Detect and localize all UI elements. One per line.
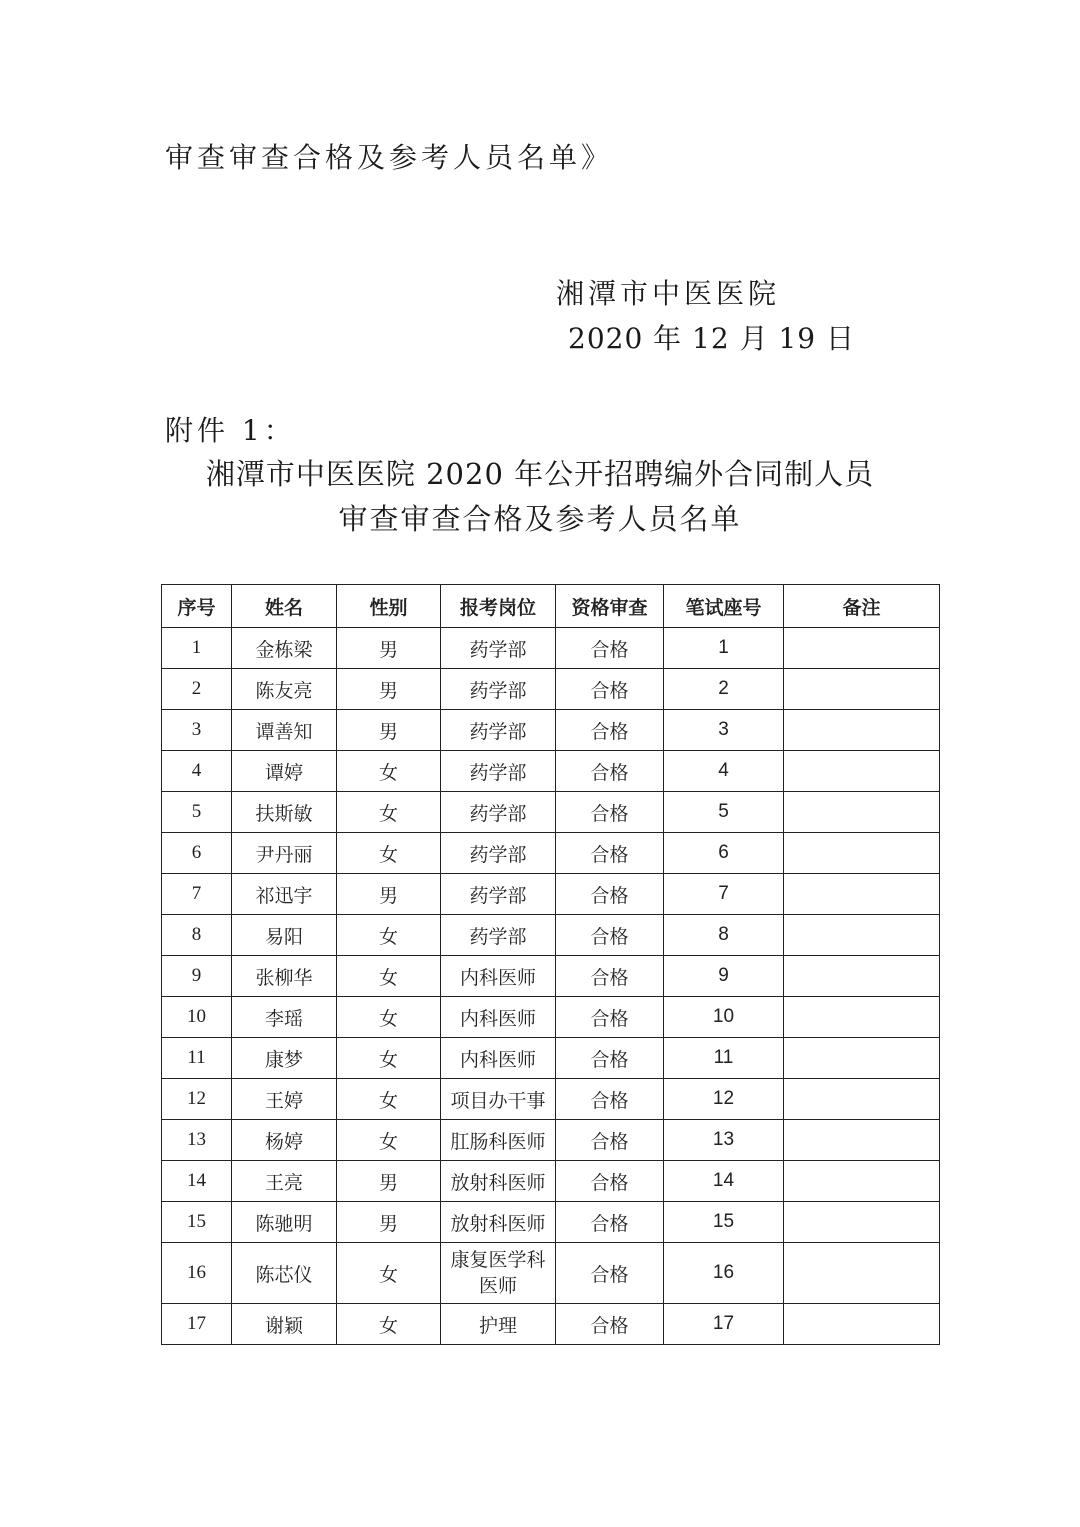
table-row xyxy=(162,915,940,956)
row-index: 5 xyxy=(162,792,232,833)
row-gender: 女 xyxy=(337,751,441,792)
row-name: 谭善知 xyxy=(232,710,337,751)
row-seat: 7 xyxy=(664,874,784,915)
row-review: 合格 xyxy=(556,915,664,956)
row-name: 谢颖 xyxy=(232,1304,337,1345)
row-gender: 男 xyxy=(337,710,441,751)
row-name: 陈驰明 xyxy=(232,1202,337,1243)
row-gender: 女 xyxy=(337,1038,441,1079)
attachment-title-line1: 湘潭市中医医院 2020 年公开招聘编外合同制人员 xyxy=(205,457,875,491)
row-name: 易阳 xyxy=(232,915,337,956)
table-row xyxy=(162,710,940,751)
header-position: 报考岗位 xyxy=(441,585,556,628)
row-note xyxy=(784,915,940,956)
row-seat: 3 xyxy=(664,710,784,751)
row-position: 药学部 xyxy=(441,628,556,669)
table-row xyxy=(162,1038,940,1079)
row-note xyxy=(784,710,940,751)
row-gender: 女 xyxy=(337,1079,441,1120)
row-index: 11 xyxy=(162,1038,232,1079)
header-index: 序号 xyxy=(162,585,232,628)
row-gender: 女 xyxy=(337,997,441,1038)
row-index: 15 xyxy=(162,1202,232,1243)
row-gender: 男 xyxy=(337,628,441,669)
row-note xyxy=(784,997,940,1038)
row-review: 合格 xyxy=(556,669,664,710)
candidate-table xyxy=(161,584,940,1345)
table-row xyxy=(162,628,940,669)
row-review: 合格 xyxy=(556,956,664,997)
table-row xyxy=(162,669,940,710)
row-index: 10 xyxy=(162,997,232,1038)
row-gender: 男 xyxy=(337,669,441,710)
row-seat: 5 xyxy=(664,792,784,833)
row-position: 康复医学科医师 xyxy=(441,1243,556,1304)
row-review: 合格 xyxy=(556,833,664,874)
row-seat: 17 xyxy=(664,1304,784,1345)
table-row xyxy=(162,1079,940,1120)
table-row xyxy=(162,1120,940,1161)
row-gender: 女 xyxy=(337,792,441,833)
row-index: 14 xyxy=(162,1161,232,1202)
row-note xyxy=(784,1243,940,1304)
row-note xyxy=(784,833,940,874)
row-gender: 女 xyxy=(337,1304,441,1345)
row-name: 张柳华 xyxy=(232,956,337,997)
row-review: 合格 xyxy=(556,1202,664,1243)
row-review: 合格 xyxy=(556,1161,664,1202)
row-name: 金栋梁 xyxy=(232,628,337,669)
row-note xyxy=(784,628,940,669)
row-review: 合格 xyxy=(556,1038,664,1079)
row-seat: 4 xyxy=(664,751,784,792)
row-seat: 13 xyxy=(664,1120,784,1161)
row-note xyxy=(784,956,940,997)
row-position: 药学部 xyxy=(441,710,556,751)
row-gender: 男 xyxy=(337,1161,441,1202)
table-row xyxy=(162,997,940,1038)
row-note xyxy=(784,1202,940,1243)
row-index: 4 xyxy=(162,751,232,792)
row-note xyxy=(784,751,940,792)
row-seat: 14 xyxy=(664,1161,784,1202)
row-position: 内科医师 xyxy=(441,997,556,1038)
row-index: 7 xyxy=(162,874,232,915)
row-position: 药学部 xyxy=(441,792,556,833)
row-index: 12 xyxy=(162,1079,232,1120)
row-position: 内科医师 xyxy=(441,956,556,997)
row-name: 祁迅宇 xyxy=(232,874,337,915)
issue-date: 2020 年 12 月 19 日 xyxy=(568,322,856,355)
row-name: 陈友亮 xyxy=(232,669,337,710)
table-row xyxy=(162,1161,940,1202)
row-position: 放射科医师 xyxy=(441,1161,556,1202)
row-gender: 男 xyxy=(337,1202,441,1243)
row-review: 合格 xyxy=(556,1120,664,1161)
row-index: 16 xyxy=(162,1243,232,1304)
row-seat: 10 xyxy=(664,997,784,1038)
row-note xyxy=(784,1304,940,1345)
row-index: 13 xyxy=(162,1120,232,1161)
row-seat: 2 xyxy=(664,669,784,710)
issuer-name: 湘潭市中医医院 xyxy=(556,277,781,310)
row-note xyxy=(784,1120,940,1161)
table-row xyxy=(162,1304,940,1345)
row-review: 合格 xyxy=(556,1304,664,1345)
row-name: 王婷 xyxy=(232,1079,337,1120)
row-name: 尹丹丽 xyxy=(232,833,337,874)
table-row xyxy=(162,1202,940,1243)
row-gender: 女 xyxy=(337,915,441,956)
header-review: 资格审查 xyxy=(556,585,664,628)
row-review: 合格 xyxy=(556,792,664,833)
row-index: 9 xyxy=(162,956,232,997)
table-row xyxy=(162,751,940,792)
attachment-title-line2: 审查审查合格及参考人员名单 xyxy=(338,502,742,536)
row-note xyxy=(784,1161,940,1202)
row-review: 合格 xyxy=(556,1243,664,1304)
table-row xyxy=(162,956,940,997)
row-review: 合格 xyxy=(556,628,664,669)
row-name: 李瑶 xyxy=(232,997,337,1038)
table-row xyxy=(162,792,940,833)
row-review: 合格 xyxy=(556,751,664,792)
table-header-row xyxy=(162,585,940,628)
row-name: 陈芯仪 xyxy=(232,1243,337,1304)
row-index: 2 xyxy=(162,669,232,710)
row-seat: 8 xyxy=(664,915,784,956)
row-note xyxy=(784,669,940,710)
table-row xyxy=(162,833,940,874)
row-note xyxy=(784,874,940,915)
row-position: 药学部 xyxy=(441,833,556,874)
row-position: 药学部 xyxy=(441,915,556,956)
row-seat: 6 xyxy=(664,833,784,874)
row-seat: 12 xyxy=(664,1079,784,1120)
header-name: 姓名 xyxy=(232,585,337,628)
row-position: 放射科医师 xyxy=(441,1202,556,1243)
row-gender: 男 xyxy=(337,874,441,915)
row-position: 药学部 xyxy=(441,874,556,915)
row-gender: 女 xyxy=(337,833,441,874)
row-position: 肛肠科医师 xyxy=(441,1120,556,1161)
row-seat: 9 xyxy=(664,956,784,997)
row-seat: 16 xyxy=(664,1243,784,1304)
table-row xyxy=(162,1243,940,1304)
row-index: 6 xyxy=(162,833,232,874)
row-seat: 11 xyxy=(664,1038,784,1079)
row-name: 扶斯敏 xyxy=(232,792,337,833)
row-position: 项目办干事 xyxy=(441,1079,556,1120)
row-index: 1 xyxy=(162,628,232,669)
table-body xyxy=(162,628,940,1345)
letter-closing-line: 审查审查合格及参考人员名单》 xyxy=(165,141,614,174)
row-name: 王亮 xyxy=(232,1161,337,1202)
row-note xyxy=(784,792,940,833)
row-gender: 女 xyxy=(337,956,441,997)
row-name: 杨婷 xyxy=(232,1120,337,1161)
row-name: 谭婷 xyxy=(232,751,337,792)
row-position: 药学部 xyxy=(441,751,556,792)
table-row xyxy=(162,874,940,915)
row-gender: 女 xyxy=(337,1243,441,1304)
row-position: 内科医师 xyxy=(441,1038,556,1079)
row-review: 合格 xyxy=(556,997,664,1038)
header-seat: 笔试座号 xyxy=(664,585,784,628)
row-index: 17 xyxy=(162,1304,232,1345)
row-seat: 1 xyxy=(664,628,784,669)
row-name: 康梦 xyxy=(232,1038,337,1079)
header-note: 备注 xyxy=(784,585,940,628)
row-gender: 女 xyxy=(337,1120,441,1161)
row-review: 合格 xyxy=(556,1079,664,1120)
row-index: 3 xyxy=(162,710,232,751)
row-review: 合格 xyxy=(556,710,664,751)
attachment-label: 附件 1： xyxy=(165,414,296,447)
row-review: 合格 xyxy=(556,874,664,915)
row-seat: 15 xyxy=(664,1202,784,1243)
row-index: 8 xyxy=(162,915,232,956)
row-note xyxy=(784,1079,940,1120)
row-note xyxy=(784,1038,940,1079)
header-gender: 性别 xyxy=(337,585,441,628)
row-position: 药学部 xyxy=(441,669,556,710)
row-position: 护理 xyxy=(441,1304,556,1345)
